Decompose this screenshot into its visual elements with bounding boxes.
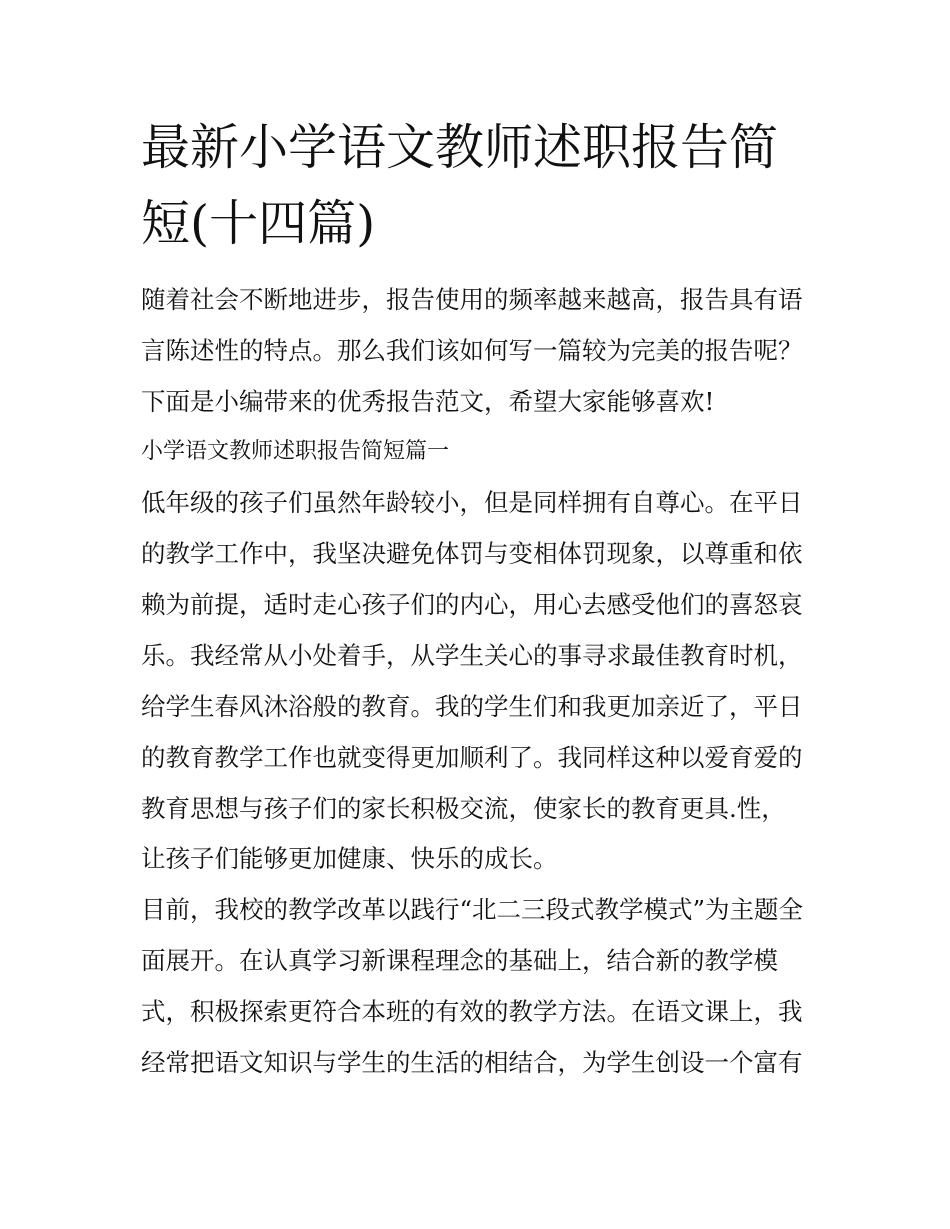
paragraph2-line: 目前，我校的教学改革以践行“北二三段式教学模式”为主题全 [141,895,804,924]
paragraph2-line: 面展开。在认真学习新课程理念的基础上，结合新的教学模 [141,946,778,975]
document-title-line-2: 短(十四篇) [141,195,376,252]
paragraph1-line: 赖为前提，适时走心孩子们的内心，用心去感受他们的喜怒哀 [141,590,803,619]
intro-line: 随着社会不断地进步，报告使用的频率越来越高，报告具有语 [141,285,803,314]
intro-line: 言陈述性的特点。那么我们该如何写一篇较为完美的报告呢？ [141,336,803,365]
paragraph1-line: 乐。我经常从小处着手，从学生关心的事寻求最佳教育时机， [141,641,803,670]
document-title-line-1: 最新小学语文教师述职报告简 [141,119,779,176]
paragraph1-line: 的教育教学工作也就变得更加顺利了。我同样这种以爱育爱的 [141,743,803,772]
section-heading: 小学语文教师述职报告简短篇一 [141,439,450,464]
paragraph1-line: 的教学工作中，我坚决避免体罚与变相体罚现象，以尊重和依 [141,539,803,568]
paragraph1-line: 低年级的孩子们虽然年龄较小，但是同样拥有自尊心。在平日 [141,488,803,517]
paragraph2-line: 经常把语文知识与学生的生活的相结合，为学生创设一个富有 [141,1048,803,1077]
paragraph1-line: 给学生春风沐浴般的教育。我的学生们和我更加亲近了，平日 [141,692,803,721]
intro-line: 下面是小编带来的优秀报告范文，希望大家能够喜欢! [141,387,715,416]
paragraph2-line: 式，积极探索更符合本班的有效的教学方法。在语文课上，我 [141,997,803,1026]
paragraph1-line: 教育思想与孩子们的家长积极交流，使家长的教育更具.性， [141,794,786,823]
paragraph1-line: 让孩子们能够更加健康、快乐的成长。 [141,844,558,873]
